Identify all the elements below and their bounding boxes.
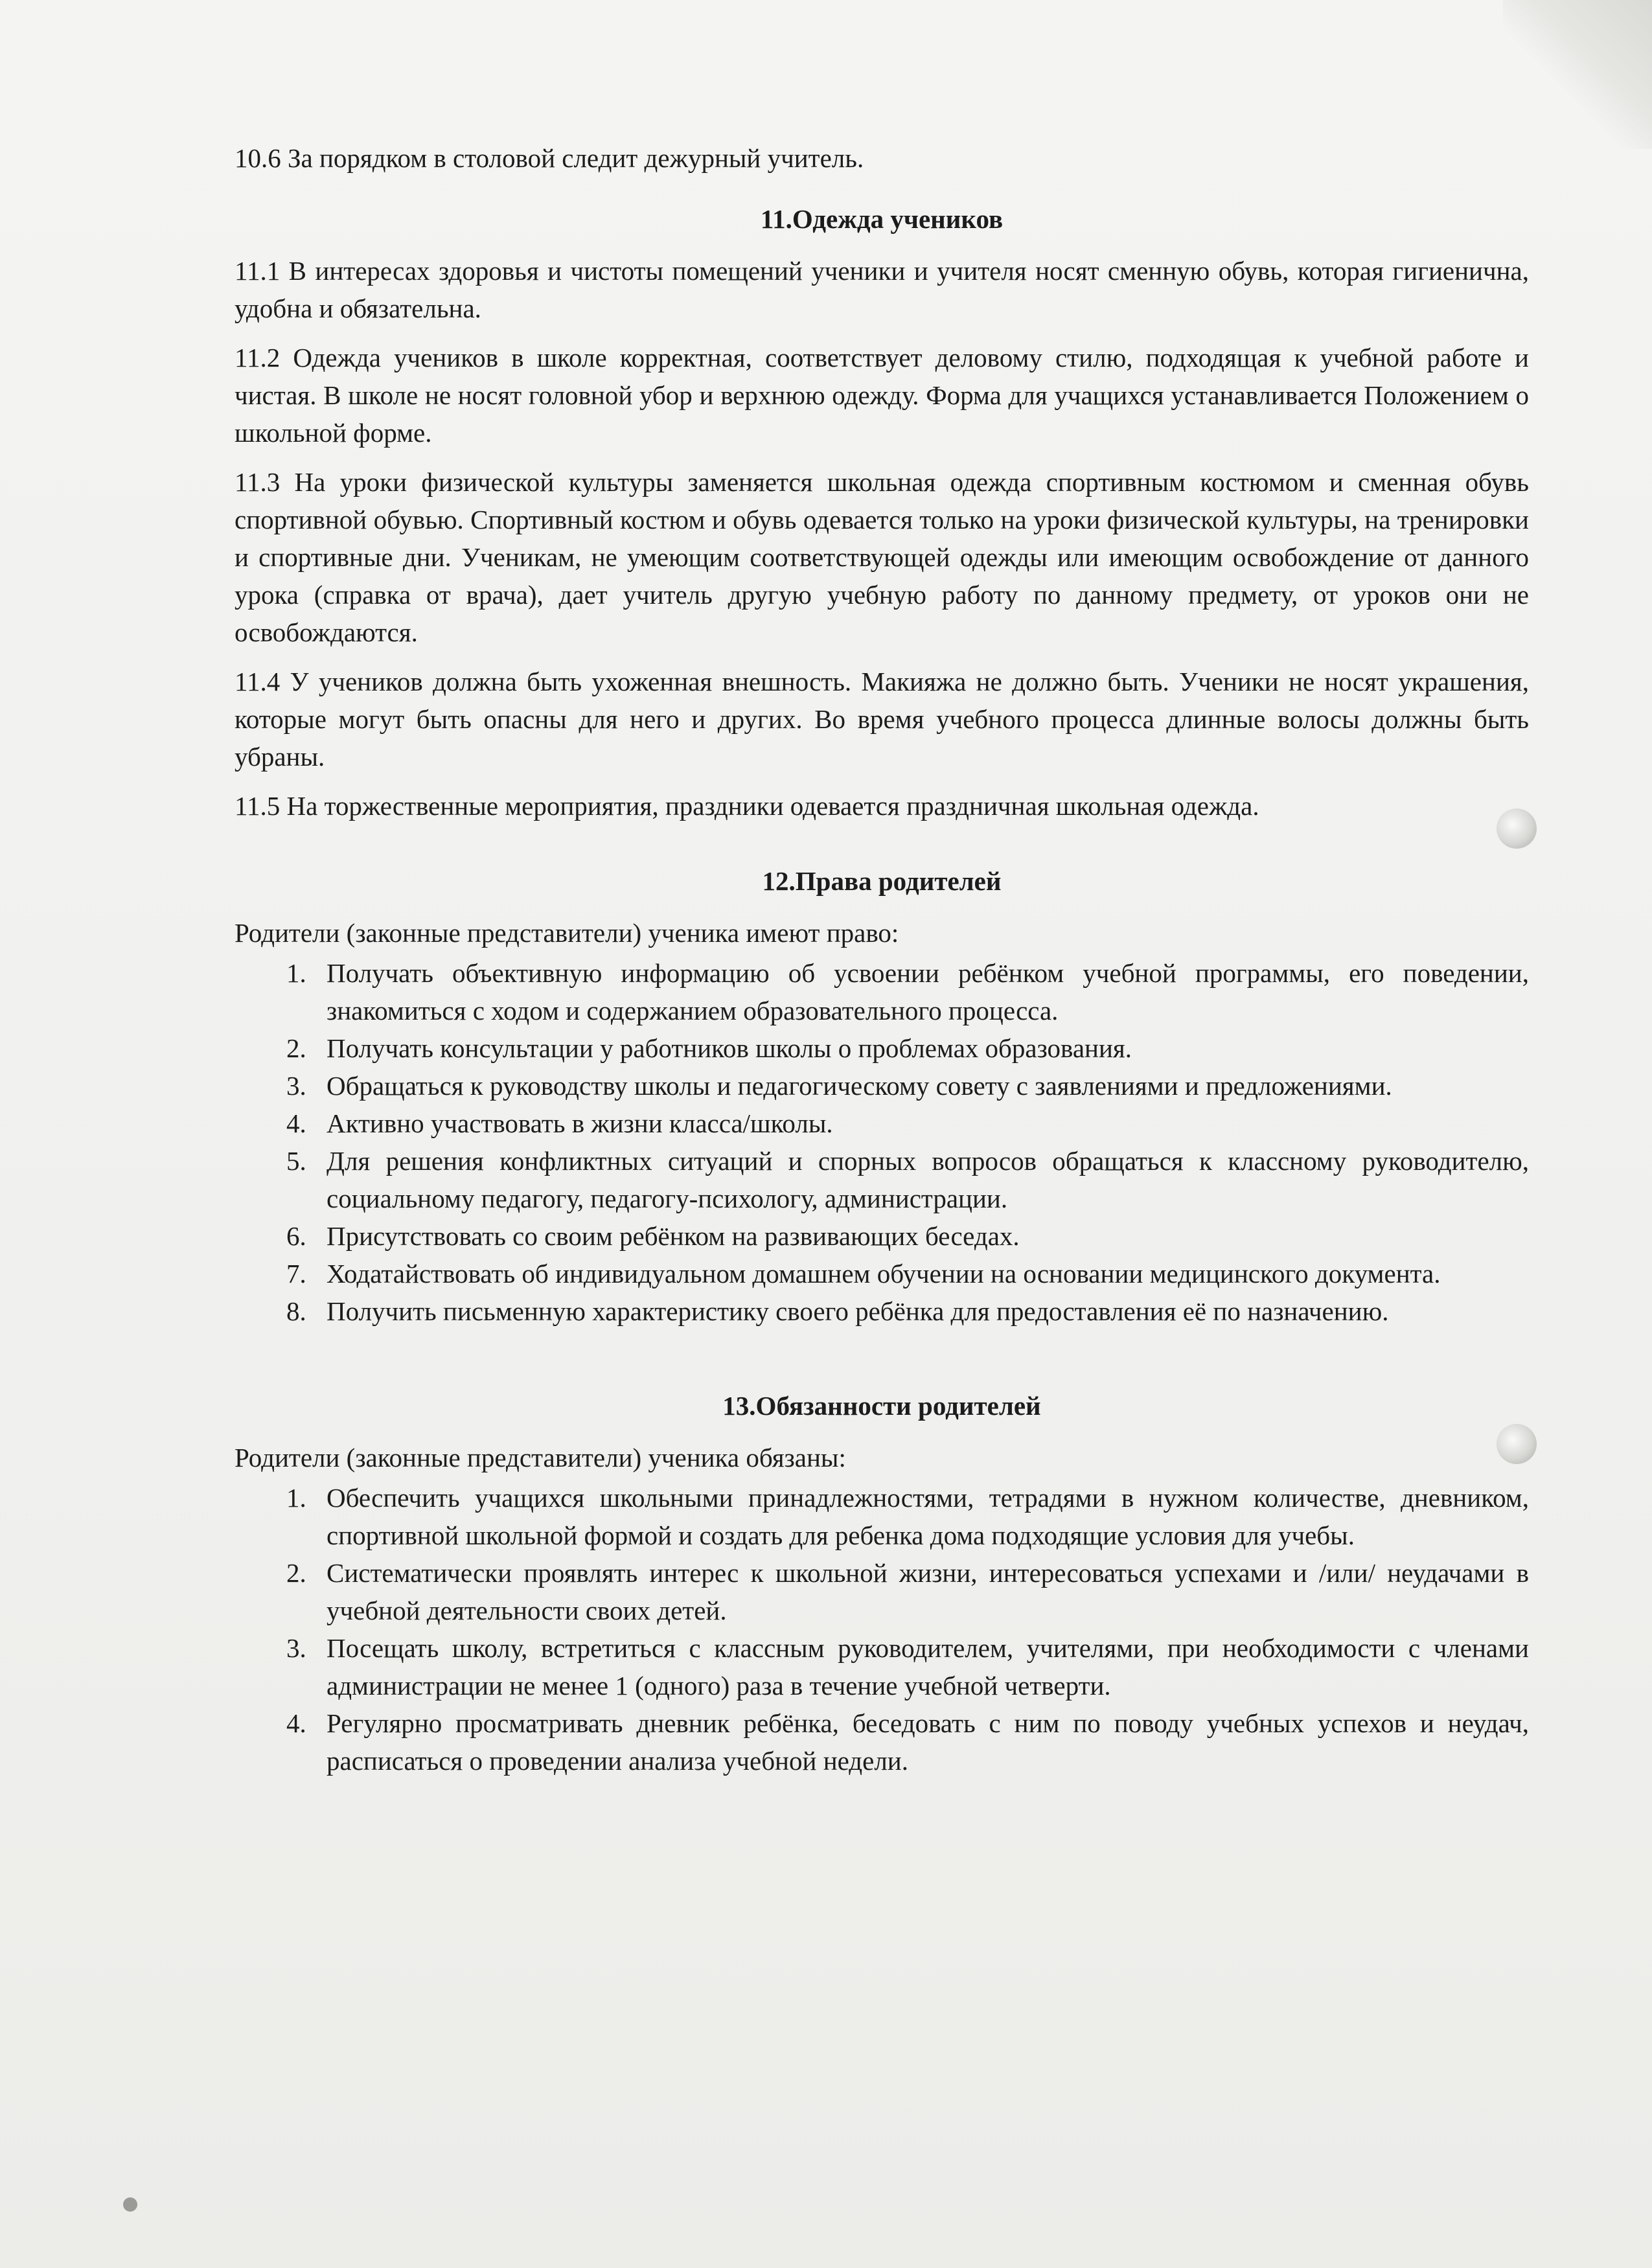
- list-item-text: Получать консультации у работников школы о проблемах образования.: [327, 1033, 1132, 1063]
- document-body: [235, 139, 1529, 1787]
- list-item: [235, 1554, 1529, 1629]
- list-item-text: Обеспечить учащихся школьными принадлежностями, тетрадями в нужном количестве, дневником, спортивной школьной формой и создать для ребенка дома подходящие условия для учебы.: [327, 1483, 1529, 1550]
- duties-list: [235, 1479, 1529, 1780]
- list-item: [235, 1292, 1529, 1330]
- list-item-text: Активно участвовать в жизни класса/школы.: [327, 1108, 833, 1138]
- list-item: [235, 1142, 1529, 1217]
- list-item-number: 3.: [286, 1071, 306, 1101]
- list-item-number: 6.: [286, 1221, 306, 1251]
- list-item-text: Посещать школу, встретиться с классным руководителем, учителями, при необходимости с членами администрации не менее 1 (одного) раза в течение учебной четверти.: [327, 1633, 1529, 1701]
- list-item-number: 4.: [286, 1108, 306, 1138]
- list-item-number: 2.: [286, 1558, 306, 1588]
- list-item: [235, 1067, 1529, 1105]
- section-clothing: [235, 200, 1529, 825]
- list-item-text: Регулярно просматривать дневник ребёнка, беседовать с ним по поводу учебных успехов и неудач, расписаться о проведении анализа учебной недели.: [327, 1708, 1529, 1776]
- scan-speck: [123, 2197, 137, 2212]
- list-item-text: Для решения конфликтных ситуаций и спорных вопросов обращаться к классному руководителю, социальному педагогу, педагогу-психологу, администрации.: [327, 1146, 1529, 1213]
- section-parent-rights: [235, 862, 1529, 1330]
- list-item-number: 8.: [286, 1296, 306, 1326]
- list-item: [235, 1255, 1529, 1292]
- list-item: [235, 1105, 1529, 1142]
- list-item-number: 3.: [286, 1633, 306, 1663]
- paragraph-11-2: 11.2 Одежда учеников в школе корректная, соответствует деловому стилю, подходящая к учебной работе и чистая. В школе не носят головной убор и верхнюю одежду. Форма для учащихся устанавливается Положением о школьной форме.: [235, 343, 1529, 448]
- section-title-clothing: 11.Одежда учеников: [760, 204, 1004, 234]
- list-item-text: Систематически проявлять интерес к школьной жизни, интересоваться успехами и /или/ неудачами в учебной деятельности своих детей.: [327, 1558, 1529, 1625]
- section-parent-duties: [235, 1387, 1529, 1780]
- list-item-text: Обращаться к руководству школы и педагогическому совету с заявлениями и предложениями.: [327, 1071, 1392, 1101]
- list-item: [235, 1479, 1529, 1554]
- list-item: [235, 1029, 1529, 1067]
- list-item-number: 2.: [286, 1033, 306, 1063]
- list-item-number: 1.: [286, 1483, 306, 1513]
- section-title-parent-rights: 12.Права родителей: [762, 866, 1002, 896]
- paragraph-11-3: 11.3 На уроки физической культуры заменяется школьная одежда спортивным костюмом и сменная обувь спортивной обувью. Спортивный костюм и обувь одевается только на уроки физической культуры, на тренировки и спортивные дни. Ученикам, не умеющим соответствующей одежды или имеющим освобождение от данного урока (справка от врача), дает учитель другую учебную работу по данному предмету, от уроков они не освобождаются.: [235, 467, 1529, 647]
- list-item-number: 4.: [286, 1708, 306, 1738]
- paragraph-11-1: 11.1 В интересах здоровья и чистоты помещений ученики и учителя носят сменную обувь, которая гигиенична, удобна и обязательна.: [235, 256, 1529, 323]
- page-corner-fold: [1503, 0, 1652, 149]
- list-item: [235, 1629, 1529, 1704]
- list-item-text: Ходатайствовать об индивидуальном домашнем обучении на основании медицинского документа.: [327, 1259, 1441, 1289]
- rights-list: [235, 954, 1529, 1330]
- list-item-text: Присутствовать со своим ребёнком на развивающих беседах.: [327, 1221, 1020, 1251]
- rights-intro: Родители (законные представители) ученика имеют право:: [235, 918, 899, 948]
- list-item: [235, 954, 1529, 1029]
- list-item-number: 7.: [286, 1259, 306, 1289]
- list-item-number: 5.: [286, 1146, 306, 1176]
- paragraph-11-5: 11.5 На торжественные мероприятия, праздники одевается праздничная школьная одежда.: [235, 791, 1259, 821]
- paragraph-10-6: 10.6 За порядком в столовой следит дежурный учитель.: [235, 143, 864, 173]
- list-item-text: Получать объективную информацию об усвоении ребёнком учебной программы, его поведении, знакомиться с ходом и содержанием образовательного процесса.: [327, 958, 1529, 1025]
- list-item: [235, 1704, 1529, 1780]
- list-item-number: 1.: [286, 958, 306, 988]
- list-item: [235, 1217, 1529, 1255]
- duties-intro: Родители (законные представители) ученика обязаны:: [235, 1443, 846, 1472]
- paragraph-11-4: 11.4 У учеников должна быть ухоженная внешность. Макияжа не должно быть. Ученики не носят украшения, которые могут быть опасны для него и других. Во время учебного процесса длинные волосы должны быть убраны.: [235, 667, 1529, 772]
- section-title-parent-duties: 13.Обязанности родителей: [722, 1391, 1041, 1421]
- list-item-text: Получить письменную характеристику своего ребёнка для предоставления её по назначению.: [327, 1296, 1389, 1326]
